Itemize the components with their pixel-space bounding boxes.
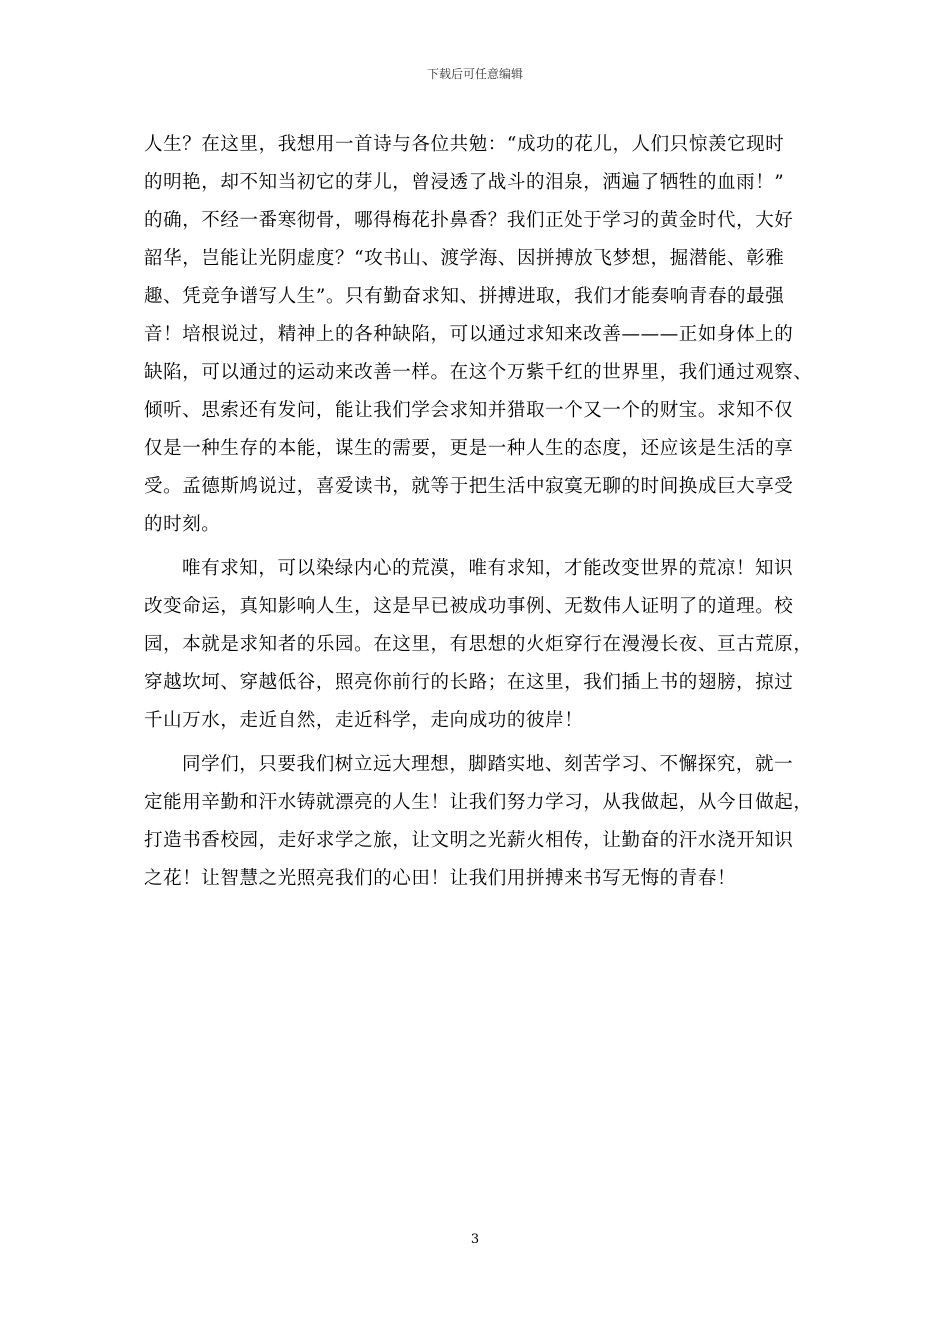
text-line: 的确，不经一番寒彻骨，哪得梅花扑鼻香？我们正处于学习的黄金时代，大好: [144, 210, 794, 231]
text-line: 趣、凭竞争谱写人生”。只有勤奋求知、拼搏进取，我们才能奏响青春的最强: [144, 286, 785, 307]
text-line: 之花！让智慧之光照亮我们的心田！让我们用拼搏来书写无悔的青春！: [144, 868, 737, 889]
text-line: 唯有求知，可以染绿内心的荒漠，唯有求知，才能改变世界的荒凉！知识: [182, 558, 794, 579]
text-line: 韶华，岂能让光阴虚度？“攻书山、渡学海、因拼搏放飞梦想，掘潜能、彰雅: [144, 248, 785, 269]
text-line: 人生？在这里，我想用一首诗与各位共勉：“成功的花儿，人们只惊羡它现时: [144, 134, 785, 155]
text-line: 倾听、思索还有发问，能让我们学会求知并猎取一个又一个的财宝。求知不仅: [144, 400, 794, 421]
text-line: 的时刻。: [144, 514, 221, 535]
paragraph: [144, 126, 812, 544]
text-line: 仅是一种生存的本能，谋生的需要，更是一种人生的态度，还应该是生活的享: [144, 438, 794, 459]
text-line: 缺陷，可以通过的运动来改善一样。在这个万紫千红的世界里，我们通过观察、: [144, 362, 813, 383]
text-line: 千山万水，走近自然，走近科学，走向成功的彼岸！: [144, 710, 584, 731]
paragraph: [144, 550, 812, 740]
body-text: [144, 126, 812, 898]
page-header: 下载后可任意编辑: [426, 67, 523, 81]
text-line: 定能用辛勤和汗水铸就漂亮的人生！让我们努力学习，从我做起，从今日做起，: [144, 792, 813, 813]
page-number: 3: [470, 1232, 480, 1247]
text-line: 园，本就是求知者的乐园。在这里，有思想的火炬穿行在漫漫长夜、亘古荒原，: [144, 634, 813, 655]
text-line: 打造书香校园，走好求学之旅，让文明之光薪火相传，让勤奋的汗水浇开知识: [144, 830, 794, 851]
paragraph: [144, 746, 812, 898]
text-line: 改变命运，真知影响人生，这是早已被成功事例、无数伟人证明了的道理。校: [144, 596, 794, 617]
text-line: 同学们，只要我们树立远大理想，脚踏实地、刻苦学习、不懈探究，就一: [182, 754, 794, 775]
text-line: 穿越坎坷、穿越低谷，照亮你前行的长路；在这里，我们插上书的翅膀，掠过: [144, 672, 794, 693]
text-line: 的明艳，却不知当初它的芽儿，曾浸透了战斗的泪泉，洒遍了牺牲的血雨！”: [144, 172, 785, 193]
text-line: 音！培根说过，精神上的各种缺陷，可以通过求知来改善———正如身体上的: [144, 324, 794, 345]
text-line: 受。孟德斯鸠说过，喜爱读书，就等于把生活中寂寞无聊的时间换成巨大享受: [144, 476, 794, 497]
